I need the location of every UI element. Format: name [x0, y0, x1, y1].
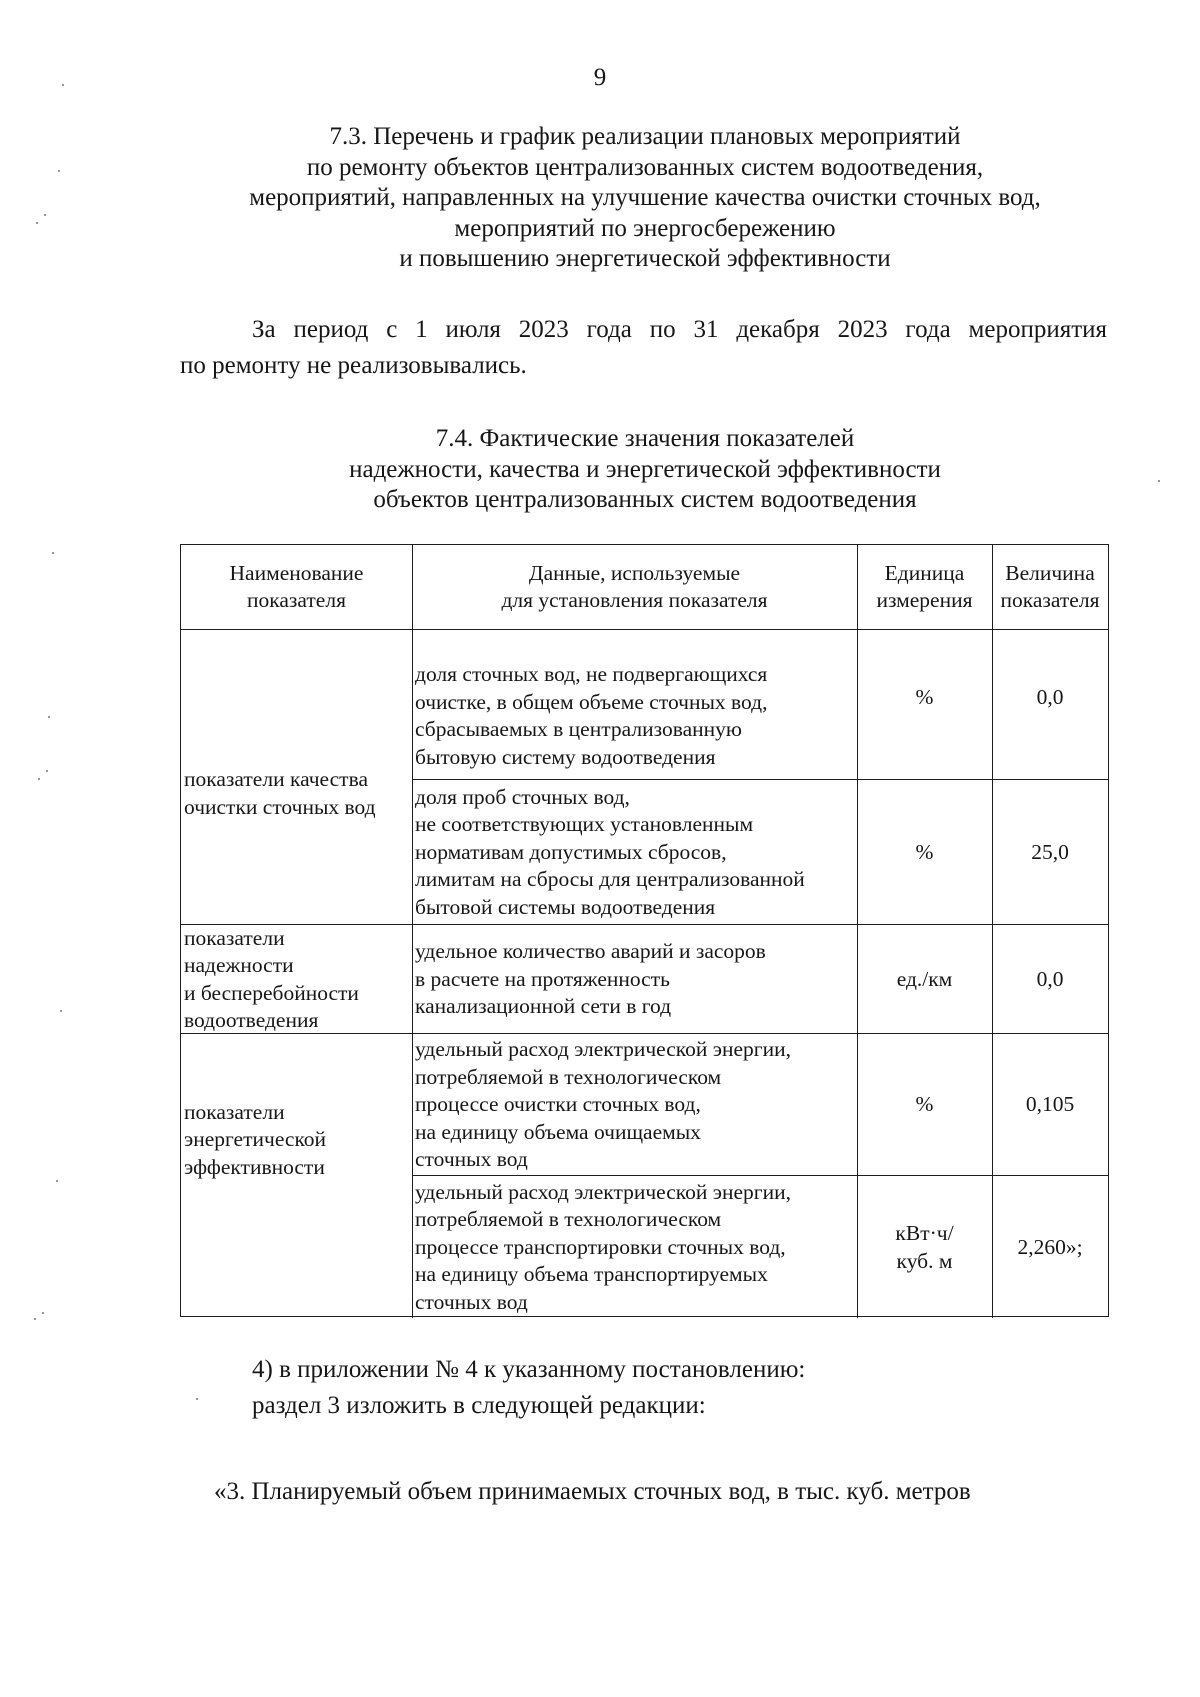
header-text: показателя: [1000, 588, 1100, 612]
table-row-divider: [181, 629, 1108, 630]
data-text: потребляемой в технологическом: [415, 1207, 722, 1232]
table-row-divider: [412, 1175, 1108, 1176]
data-text: нормативам допустимых сбросов,: [415, 839, 727, 864]
data-text: сточных вод: [415, 1147, 528, 1172]
table-row-value: [992, 926, 1108, 1033]
data-text: очистке, в общем объеме сточных вод,: [415, 689, 768, 714]
table-row-data: [412, 926, 857, 1033]
table-row-data: [412, 653, 857, 779]
data-text: сбрасываемых в централизованную: [415, 717, 742, 741]
header-text: для установления показателя: [501, 588, 768, 612]
table-row-unit: [857, 1035, 992, 1175]
data-text: потребляемой в технологическом: [415, 1064, 722, 1089]
data-text: доля сточных вод, не подвергающихся: [415, 662, 768, 686]
header-text: Величина: [1005, 560, 1095, 585]
header-text: Данные, используемые: [528, 560, 741, 585]
header-name: [181, 545, 412, 629]
heading-line: 7.4. Фактические значения показателей: [435, 425, 855, 452]
data-text: на единицу объема очищаемых: [415, 1119, 701, 1144]
value-text: 0,0: [1036, 685, 1064, 710]
heading-line: надежности, качества и энергетической эффективности: [349, 455, 941, 483]
data-text: удельный расход электрической энергии,: [415, 1037, 792, 1062]
header-text: показателя: [247, 588, 346, 612]
data-text: удельный расход электрической энергии,: [415, 1179, 792, 1204]
value-text: 0,0: [1036, 966, 1064, 991]
paragraph-line: 4) в приложении № 4 к указанному постановлению:: [252, 1356, 806, 1383]
heading-line: мероприятий, направленных на улучшение качества очистки сточных вод,: [249, 184, 1041, 211]
data-text: канализационной сети в год: [415, 994, 672, 1019]
page-number: 9: [593, 64, 607, 91]
group-text: и бесперебойности: [184, 980, 359, 1005]
group-name-energy: [181, 1065, 412, 1215]
table-row-unit: [857, 781, 992, 924]
value-text: 25,0: [1031, 839, 1069, 864]
data-text: бытовую систему водоотведения: [415, 744, 716, 769]
data-text: процессе транспортировки сточных вод,: [415, 1234, 786, 1259]
table-row-value: [992, 1035, 1108, 1175]
paragraph-line: раздел 3 изложить в следующей редакции:: [252, 1392, 706, 1419]
appendix-paragraph: [252, 1352, 1112, 1424]
group-name-quality: [181, 645, 412, 942]
group-text: показатели: [184, 925, 285, 950]
group-text: энергетической: [184, 1127, 327, 1152]
indicators-table: [180, 544, 1109, 1317]
group-text: надежности: [184, 953, 294, 977]
table-row-divider: [181, 1033, 1108, 1034]
data-text: на единицу объема транспортируемых: [415, 1262, 768, 1287]
unit-text: кВт·ч/: [895, 1221, 954, 1245]
unit-text: ед./км: [896, 966, 953, 991]
data-text: доля проб сточных вод,: [415, 784, 630, 809]
heading-line: по ремонту объектов централизованных систем водоотведения,: [306, 153, 984, 181]
repair-paragraph: [180, 312, 1107, 384]
unit-text: %: [915, 1092, 934, 1117]
table-row-data: [412, 781, 857, 924]
paragraph-line: За период с 1 июля 2023 года по 31 декабря 2023 года мероприятия: [252, 316, 1107, 343]
table-row-unit: [857, 653, 992, 743]
section-7-3-heading: [180, 122, 1110, 275]
header-text: Единица: [884, 560, 965, 585]
value-text: 2,260»;: [1017, 1234, 1083, 1259]
heading-line: мероприятий по энергосбережению: [454, 214, 836, 242]
data-text: процессе очистки сточных вод,: [415, 1092, 701, 1117]
table-row-value: [992, 781, 1108, 924]
data-text: бытовой системы водоотведения: [415, 894, 716, 919]
table-row-divider: [412, 779, 1108, 780]
data-text: сточных вод: [415, 1289, 528, 1314]
unit-text: куб. м: [896, 1248, 953, 1273]
section-3-heading: «3. Планируемый объем принимаемых сточных вод, в тыс. куб. метров: [214, 1478, 971, 1505]
data-text: в расчете на протяженность: [415, 966, 670, 991]
data-text: лимитам на сбросы для централизованной: [415, 867, 805, 892]
group-text: эффективности: [184, 1154, 325, 1179]
group-text: показатели: [184, 1099, 285, 1124]
heading-line: и повышению энергетической эффективности: [399, 245, 891, 272]
heading-line: 7.3. Перечень и график реализации плановых мероприятий: [329, 123, 961, 150]
group-text: водоотведения: [184, 1008, 319, 1032]
unit-text: %: [915, 839, 934, 864]
group-text: показатели качества: [184, 767, 368, 791]
group-name-reliability: [181, 926, 412, 1033]
header-value: [992, 545, 1108, 629]
group-text: очистки сточных вод: [184, 794, 376, 819]
header-data: [412, 545, 857, 629]
data-text: удельное количество аварий и засоров: [415, 939, 766, 964]
heading-line: объектов централизованных систем водоотведения: [373, 486, 917, 513]
header-text: измерения: [876, 588, 973, 612]
table-row-data: [412, 1035, 857, 1175]
data-text: не соответствующих установленным: [415, 812, 754, 837]
header-text: Наименование: [229, 560, 364, 585]
table-row-unit: [857, 1177, 992, 1318]
section-7-4-heading: [180, 424, 1110, 516]
unit-text: %: [915, 685, 934, 710]
table-row-value: [992, 653, 1108, 743]
table-row-value: [992, 1177, 1108, 1318]
paragraph-line: по ремонту не реализовывались.: [180, 352, 527, 379]
header-unit: [857, 545, 992, 629]
table-row-unit: [857, 926, 992, 1033]
table-row-data: [412, 1177, 857, 1318]
value-text: 0,105: [1025, 1092, 1075, 1117]
